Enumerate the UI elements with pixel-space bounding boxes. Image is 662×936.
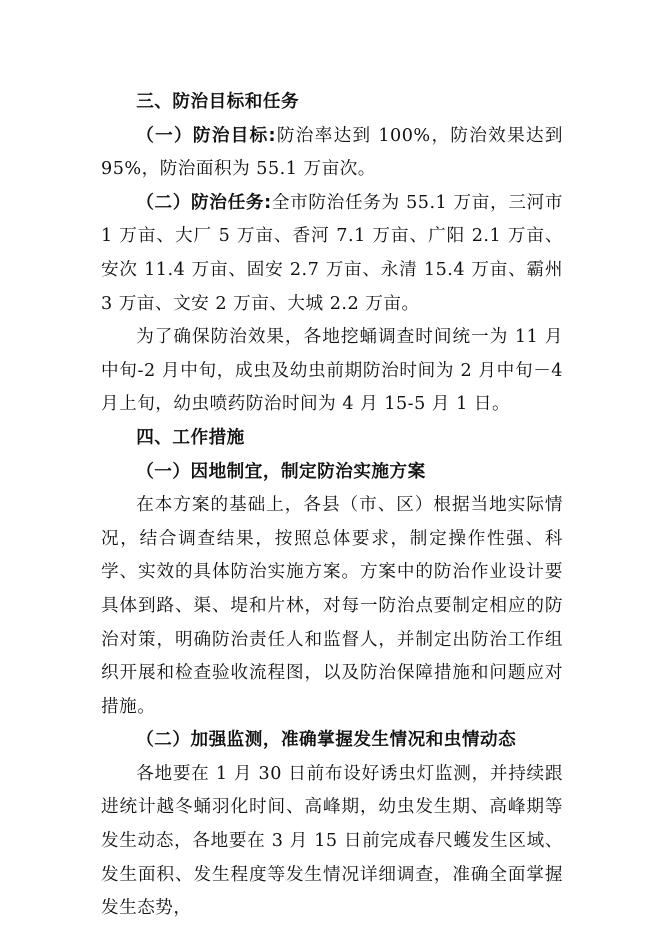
paragraph-local-plan: 在本方案的基础上，各县（市、区）根据当地实际情况，结合调查结果，按照总体要求，制定操作性强、科学、实效的具体防治实施方案。方案中的防治作业设计要具体到路、渠、堤和片林，对每一防治点要制定相应的防治对策，明确防治责任人和监督人，并制定出防治工作组织开展和检查验收流程图，以及防治保障措施和问题应对措施。 xyxy=(101,495,563,717)
paragraph-timing: 为了确保防治效果，各地挖蛹调查时间统一为 11 月中旬-2 月中旬，成虫及幼虫前期防治时间为 2 月中旬－4 月上旬，幼虫喷药防治时间为 4 月 15-5 月 1 日。 xyxy=(101,327,563,415)
paragraph-prevention-task xyxy=(101,187,563,321)
section-heading-goals-tasks: 三、防治目标和任务 xyxy=(136,92,300,112)
text-prevention-goal: 防治率达到 100%，防治效果达到 95%，防治面积为 55.1 万亩次。 xyxy=(101,125,563,180)
paragraph-monitoring: 各地要在 1 月 30 日前布设好诱虫灯监测，并持续跟进统计越冬蛹羽化时间、高峰期，幼虫发生期、高峰期等发生动态，各地要在 3 月 15 日前完成春尺蠖发生区域、发生面积、发生程度等发生情况详细调查，准确全面掌握发生态势， xyxy=(101,763,563,919)
paragraph-prevention-goal xyxy=(101,120,563,187)
subheading-local-plan: （一）因地制宜，制定防治实施方案 xyxy=(136,461,426,482)
subheading-monitoring: （二）加强监测，准确掌握发生情况和虫情动态 xyxy=(136,730,517,751)
section-heading-work-measures: 四、工作措施 xyxy=(136,427,245,448)
document-body xyxy=(101,86,563,926)
label-prevention-goal: （一）防治目标: xyxy=(136,125,277,146)
text-prevention-task: 全市防治任务为 55.1 万亩，三河市 1 万亩、大厂 5 万亩、香河 7.1 万亩、广阳 2.1 万亩、安次 11.4 万亩、固安 2.7 万亩、永清 15.4 万亩、霸州 3 万亩、文安 2 万亩、大城 2.2 万亩。 xyxy=(101,192,563,314)
label-prevention-task: （二）防治任务: xyxy=(136,192,272,213)
